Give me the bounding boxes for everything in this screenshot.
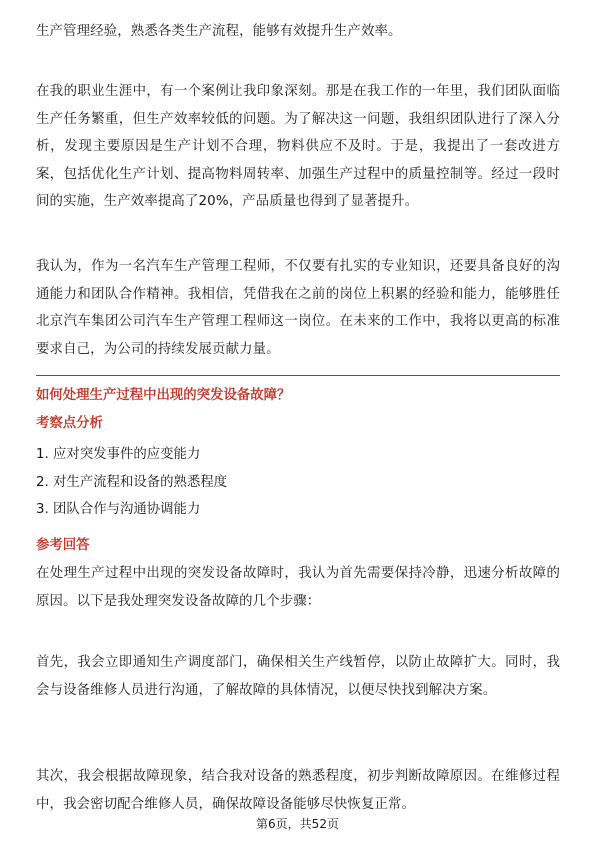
analysis-points-list <box>36 441 560 524</box>
analysis-label: 考察点分析 <box>36 416 103 431</box>
answer-paragraph-1: 在处理生产过程中出现的突发设备故障时，我认为首先需要保持冷静，迅速分析故障的原因。以下是我处理突发设备故障的几个步骤： <box>36 566 560 609</box>
answer-paragraph-2: 首先，我会立即通知生产调度部门，确保相关生产线暂停，以防止故障扩大。同时，我会与设备维修人员进行沟通，了解故障的具体情况，以便尽快找到解决方案。 <box>36 655 560 698</box>
intro-paragraph-3: 我认为，作为一名汽车生产管理工程师，不仅要有扎实的专业知识，还要具备良好的沟通能力和团队合作精神。我相信，凭借我在之前的岗位上积累的经验和能力，能够胜任北京汽车集团公司汽车生产管理工程师这一岗位。在未来的工作中，我将以更高的标准要求自己，为公司的持续发展贡献力量。 <box>36 259 560 357</box>
question-title: 如何处理生产过程中出现的突发设备故障？ <box>36 388 291 403</box>
intro-paragraph-1: 生产管理经验，熟悉各类生产流程，能够有效提升生产效率。 <box>36 24 402 39</box>
analysis-point: 2. 对生产流程和设备的熟悉程度 <box>36 474 228 490</box>
page-number: 第6页，共52页 <box>256 817 339 831</box>
answer-paragraph-3: 其次，我会根据故障现象，结合我对设备的熟悉程度，初步判断故障原因。在维修过程中，我会密切配合维修人员，确保故障设备能够尽快恢复正常。 <box>36 769 560 812</box>
intro-paragraph-2: 在我的职业生涯中，有一个案例让我印象深刻。那是在我工作的一年里，我们团队面临生产任务繁重，但生产效率较低的问题。为了解决这一问题，我组织团队进行了深入分析，发现主要原因是生产计划不合理，物料供应不及时。于是，我提出了一套改进方案，包括优化生产计划、提高物料周转率、加强生产过程中的质量控制等。经过一段时间的实施，生产效率提高了20%，产品质量也得到了显著提升。 <box>36 84 560 210</box>
answer-label: 参考回答 <box>36 538 90 553</box>
analysis-point: 1. 应对突发事件的应变能力 <box>36 447 201 462</box>
section-divider <box>36 375 560 376</box>
analysis-point: 3. 团队合作与沟通协调能力 <box>36 502 201 518</box>
